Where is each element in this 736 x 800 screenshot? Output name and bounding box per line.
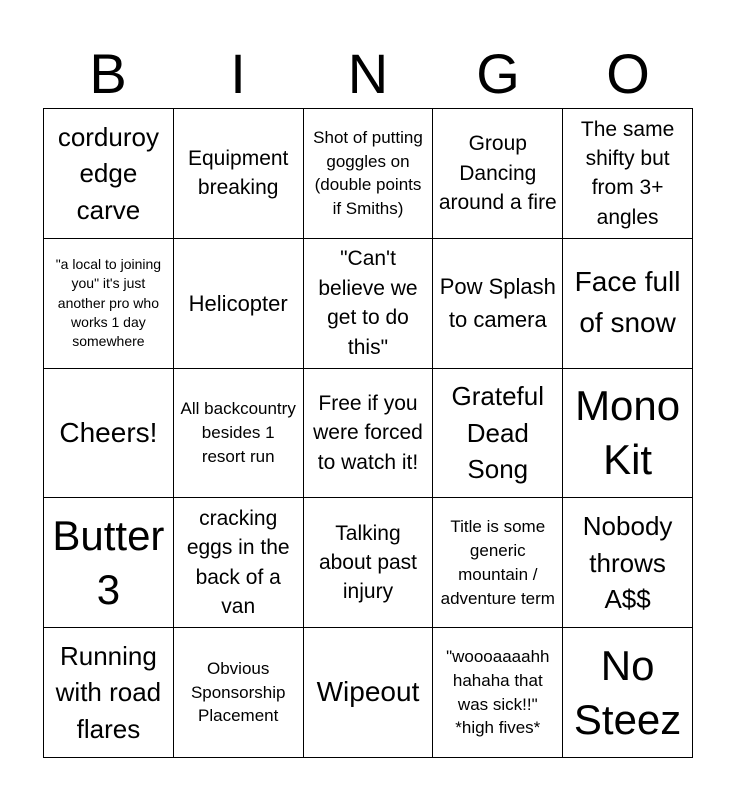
bingo-cell[interactable]: Grateful Dead Song [433,369,563,499]
bingo-cell[interactable]: No Steez [563,628,693,758]
bingo-cell[interactable]: The same shifty but from 3+ angles [563,109,693,239]
bingo-cell[interactable]: Butter 3 [44,498,174,628]
bingo-cell[interactable]: Face full of snow [563,239,693,369]
bingo-cell[interactable]: All backcountry besides 1 resort run [174,369,304,499]
bingo-cell[interactable]: corduroy edge carve [44,109,174,239]
header-letter-n: N [347,42,389,105]
bingo-cell[interactable]: "Can't believe we get to do this" [304,239,434,369]
bingo-cell[interactable]: Wipeout [304,628,434,758]
bingo-cell[interactable]: Running with road flares [44,628,174,758]
bingo-cell[interactable]: Helicopter [174,239,304,369]
bingo-cell[interactable]: Pow Splash to camera [433,239,563,369]
header-letter-g: G [476,42,520,105]
bingo-cell[interactable]: Title is some generic mountain / adventure term [433,498,563,628]
bingo-board [43,108,693,758]
bingo-cell[interactable]: Mono Kit [563,369,693,499]
header-letter-b: B [89,42,127,105]
bingo-cell[interactable]: Obvious Sponsorship Placement [174,628,304,758]
bingo-cell[interactable]: "woooaaaahh hahaha that was sick!!" *high fives* [433,628,563,758]
bingo-cell[interactable]: Cheers! [44,369,174,499]
bingo-cell[interactable]: cracking eggs in the back of a van [174,498,304,628]
bingo-cell[interactable]: Group Dancing around a fire [433,109,563,239]
header-letter-o: O [606,42,650,105]
bingo-cell[interactable]: Talking about past injury [304,498,434,628]
header-letter-i: I [230,42,246,105]
bingo-cell[interactable]: Free if you were forced to watch it! [304,369,434,499]
bingo-cell[interactable]: Shot of putting goggles on (double points if Smiths) [304,109,434,239]
bingo-cell[interactable]: Nobody throws A$$ [563,498,693,628]
bingo-header [43,40,693,108]
bingo-cell[interactable]: Equipment breaking [174,109,304,239]
bingo-cell[interactable]: "a local to joining you" it's just another pro who works 1 day somewhere [44,239,174,369]
